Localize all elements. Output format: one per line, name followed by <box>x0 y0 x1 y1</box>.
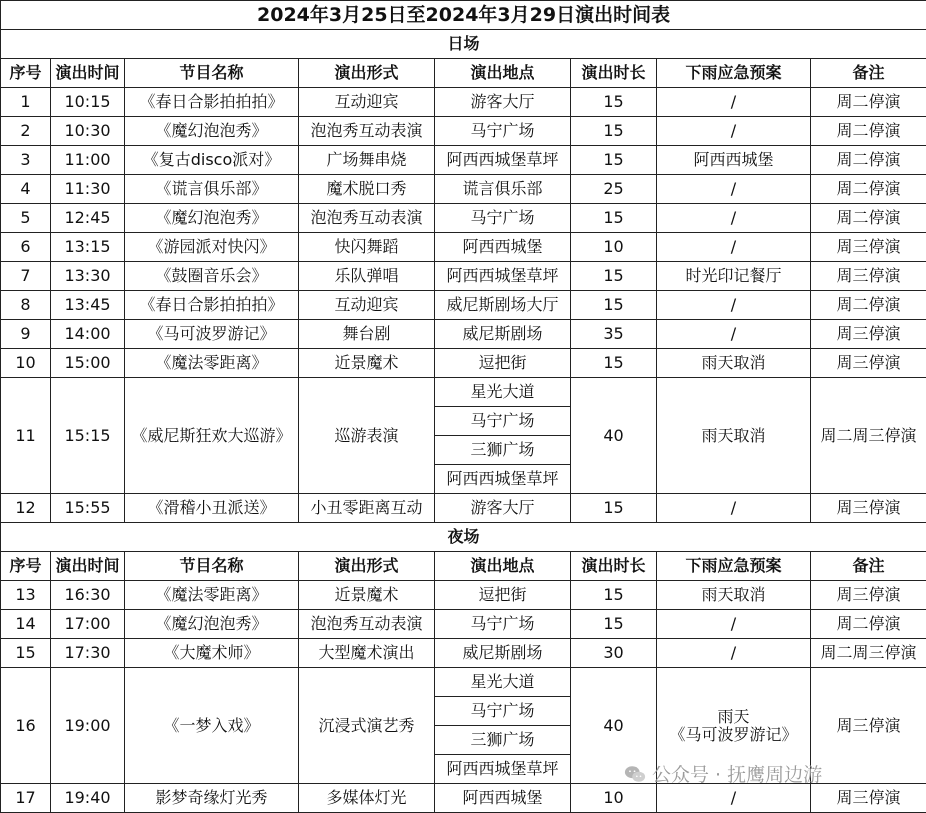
cell-duration: 10 <box>571 784 657 813</box>
cell-time: 17:30 <box>51 639 125 668</box>
cell-place: 阿西西城堡草坪 <box>435 465 571 494</box>
cell-form: 互动迎宾 <box>299 88 435 117</box>
cell-name: 《魔法零距离》 <box>125 349 299 378</box>
cell-time: 16:30 <box>51 581 125 610</box>
cell-place: 威尼斯剧场大厅 <box>435 291 571 320</box>
cell-duration: 25 <box>571 175 657 204</box>
section-label-day: 日场 <box>1 30 926 59</box>
cell-place: 威尼斯剧场 <box>435 639 571 668</box>
cell-name: 《魔法零距离》 <box>125 581 299 610</box>
cell-rain-plan: 雨天取消 <box>657 378 811 494</box>
cell-note: 周二停演 <box>811 291 926 320</box>
cell-note: 周三停演 <box>811 320 926 349</box>
cell-form: 小丑零距离互动 <box>299 494 435 523</box>
cell-duration: 10 <box>571 233 657 262</box>
cell-duration: 15 <box>571 117 657 146</box>
cell-note: 周三停演 <box>811 581 926 610</box>
column-header: 演出形式 <box>299 552 435 581</box>
cell-note: 周二周三停演 <box>811 639 926 668</box>
cell-no: 9 <box>1 320 51 349</box>
cell-form: 沉浸式演艺秀 <box>299 668 435 784</box>
cell-form: 泡泡秀互动表演 <box>299 204 435 233</box>
cell-duration: 40 <box>571 378 657 494</box>
cell-place: 星光大道 <box>435 668 571 697</box>
cell-note: 周二停演 <box>811 146 926 175</box>
cell-rain-plan: 时光印记餐厅 <box>657 262 811 291</box>
column-header: 演出地点 <box>435 59 571 88</box>
cell-time: 17:00 <box>51 610 125 639</box>
cell-form: 魔术脱口秀 <box>299 175 435 204</box>
cell-form: 近景魔术 <box>299 349 435 378</box>
cell-note: 周三停演 <box>811 233 926 262</box>
cell-name: 《复古disco派对》 <box>125 146 299 175</box>
cell-duration: 40 <box>571 668 657 784</box>
cell-time: 12:45 <box>51 204 125 233</box>
schedule-title: 2024年3月25日至2024年3月29日演出时间表 <box>1 1 926 30</box>
cell-time: 13:30 <box>51 262 125 291</box>
cell-duration: 15 <box>571 88 657 117</box>
cell-rain-plan: / <box>657 117 811 146</box>
cell-rain-plan: / <box>657 639 811 668</box>
cell-name: 影梦奇缘灯光秀 <box>125 784 299 813</box>
cell-note: 周三停演 <box>811 494 926 523</box>
cell-form: 快闪舞蹈 <box>299 233 435 262</box>
cell-time: 13:15 <box>51 233 125 262</box>
cell-time: 11:00 <box>51 146 125 175</box>
cell-no: 16 <box>1 668 51 784</box>
cell-place: 星光大道 <box>435 378 571 407</box>
column-header: 节目名称 <box>125 552 299 581</box>
cell-time: 19:40 <box>51 784 125 813</box>
cell-form: 多媒体灯光 <box>299 784 435 813</box>
cell-duration: 15 <box>571 204 657 233</box>
cell-form: 乐队弹唱 <box>299 262 435 291</box>
cell-name: 《谎言俱乐部》 <box>125 175 299 204</box>
cell-duration: 15 <box>571 494 657 523</box>
cell-time: 15:55 <box>51 494 125 523</box>
cell-name: 《游园派对快闪》 <box>125 233 299 262</box>
cell-note: 周二周三停演 <box>811 378 926 494</box>
column-header: 演出形式 <box>299 59 435 88</box>
cell-note: 周三停演 <box>811 349 926 378</box>
cell-name: 《大魔术师》 <box>125 639 299 668</box>
cell-time: 15:15 <box>51 378 125 494</box>
cell-place: 游客大厅 <box>435 494 571 523</box>
column-header: 下雨应急预案 <box>657 59 811 88</box>
cell-duration: 15 <box>571 146 657 175</box>
cell-rain-plan: / <box>657 784 811 813</box>
cell-note: 周二停演 <box>811 175 926 204</box>
cell-time: 11:30 <box>51 175 125 204</box>
watermark <box>624 760 822 787</box>
cell-note: 周二停演 <box>811 204 926 233</box>
cell-rain-plan: / <box>657 233 811 262</box>
cell-time: 10:15 <box>51 88 125 117</box>
watermark-text: 公众号 · 抚鹰周边游 <box>652 764 823 786</box>
cell-rain-plan: 雨天 《马可波罗游记》 <box>657 668 811 784</box>
cell-duration: 15 <box>571 349 657 378</box>
cell-place: 阿西西城堡 <box>435 784 571 813</box>
cell-duration: 15 <box>571 262 657 291</box>
cell-time: 10:30 <box>51 117 125 146</box>
cell-note: 周三停演 <box>811 262 926 291</box>
cell-note: 周二停演 <box>811 88 926 117</box>
cell-no: 15 <box>1 639 51 668</box>
cell-place: 游客大厅 <box>435 88 571 117</box>
cell-rain-plan: / <box>657 320 811 349</box>
cell-time: 13:45 <box>51 291 125 320</box>
cell-place: 阿西西城堡草坪 <box>435 146 571 175</box>
cell-place: 马宁广场 <box>435 610 571 639</box>
cell-duration: 35 <box>571 320 657 349</box>
cell-duration: 30 <box>571 639 657 668</box>
cell-no: 14 <box>1 610 51 639</box>
cell-no: 13 <box>1 581 51 610</box>
column-header: 节目名称 <box>125 59 299 88</box>
cell-place: 三狮广场 <box>435 726 571 755</box>
cell-place: 谎言俱乐部 <box>435 175 571 204</box>
cell-no: 2 <box>1 117 51 146</box>
section-label-night: 夜场 <box>1 523 926 552</box>
cell-place: 马宁广场 <box>435 697 571 726</box>
cell-place: 阿西西城堡 <box>435 233 571 262</box>
cell-duration: 15 <box>571 581 657 610</box>
cell-name: 《魔幻泡泡秀》 <box>125 117 299 146</box>
cell-rain-plan: 雨天取消 <box>657 349 811 378</box>
cell-form: 大型魔术演出 <box>299 639 435 668</box>
cell-name: 《魔幻泡泡秀》 <box>125 610 299 639</box>
cell-place: 马宁广场 <box>435 204 571 233</box>
cell-no: 8 <box>1 291 51 320</box>
cell-form: 巡游表演 <box>299 378 435 494</box>
cell-form: 泡泡秀互动表演 <box>299 610 435 639</box>
cell-place: 马宁广场 <box>435 407 571 436</box>
cell-place: 威尼斯剧场 <box>435 320 571 349</box>
cell-place: 三狮广场 <box>435 436 571 465</box>
cell-name: 《马可波罗游记》 <box>125 320 299 349</box>
cell-form: 泡泡秀互动表演 <box>299 117 435 146</box>
cell-name: 《威尼斯狂欢大巡游》 <box>125 378 299 494</box>
cell-no: 12 <box>1 494 51 523</box>
cell-rain-plan: 阿西西城堡 <box>657 146 811 175</box>
cell-form: 互动迎宾 <box>299 291 435 320</box>
cell-name: 《春日合影拍拍拍》 <box>125 291 299 320</box>
column-header: 备注 <box>811 552 926 581</box>
cell-note: 周二停演 <box>811 117 926 146</box>
cell-name: 《一梦入戏》 <box>125 668 299 784</box>
column-header: 序号 <box>1 59 51 88</box>
wechat-icon <box>624 763 646 785</box>
cell-note: 周三停演 <box>811 668 926 784</box>
cell-note: 周二停演 <box>811 610 926 639</box>
cell-duration: 15 <box>571 291 657 320</box>
column-header: 演出时长 <box>571 552 657 581</box>
cell-place: 逗把街 <box>435 581 571 610</box>
cell-no: 17 <box>1 784 51 813</box>
column-header: 备注 <box>811 59 926 88</box>
cell-rain-plan: / <box>657 175 811 204</box>
cell-form: 广场舞串烧 <box>299 146 435 175</box>
cell-place: 阿西西城堡草坪 <box>435 755 571 784</box>
column-header: 演出时间 <box>51 552 125 581</box>
cell-place: 阿西西城堡草坪 <box>435 262 571 291</box>
column-header: 演出时间 <box>51 59 125 88</box>
cell-name: 《鼓圈音乐会》 <box>125 262 299 291</box>
cell-note: 周三停演 <box>811 784 926 813</box>
cell-rain-plan: / <box>657 494 811 523</box>
cell-no: 4 <box>1 175 51 204</box>
cell-place: 逗把街 <box>435 349 571 378</box>
cell-no: 3 <box>1 146 51 175</box>
cell-place: 马宁广场 <box>435 117 571 146</box>
column-header: 下雨应急预案 <box>657 552 811 581</box>
cell-duration: 15 <box>571 610 657 639</box>
cell-no: 6 <box>1 233 51 262</box>
cell-no: 7 <box>1 262 51 291</box>
cell-no: 1 <box>1 88 51 117</box>
column-header: 演出时长 <box>571 59 657 88</box>
cell-form: 舞台剧 <box>299 320 435 349</box>
cell-form: 近景魔术 <box>299 581 435 610</box>
cell-name: 《魔幻泡泡秀》 <box>125 204 299 233</box>
cell-rain-plan: / <box>657 291 811 320</box>
cell-time: 19:00 <box>51 668 125 784</box>
column-header: 演出地点 <box>435 552 571 581</box>
cell-no: 11 <box>1 378 51 494</box>
cell-time: 14:00 <box>51 320 125 349</box>
cell-rain-plan: / <box>657 204 811 233</box>
cell-no: 10 <box>1 349 51 378</box>
cell-name: 《滑稽小丑派送》 <box>125 494 299 523</box>
cell-no: 5 <box>1 204 51 233</box>
cell-rain-plan: / <box>657 88 811 117</box>
cell-rain-plan: 雨天取消 <box>657 581 811 610</box>
column-header: 序号 <box>1 552 51 581</box>
cell-name: 《春日合影拍拍拍》 <box>125 88 299 117</box>
cell-rain-plan: / <box>657 610 811 639</box>
cell-time: 15:00 <box>51 349 125 378</box>
